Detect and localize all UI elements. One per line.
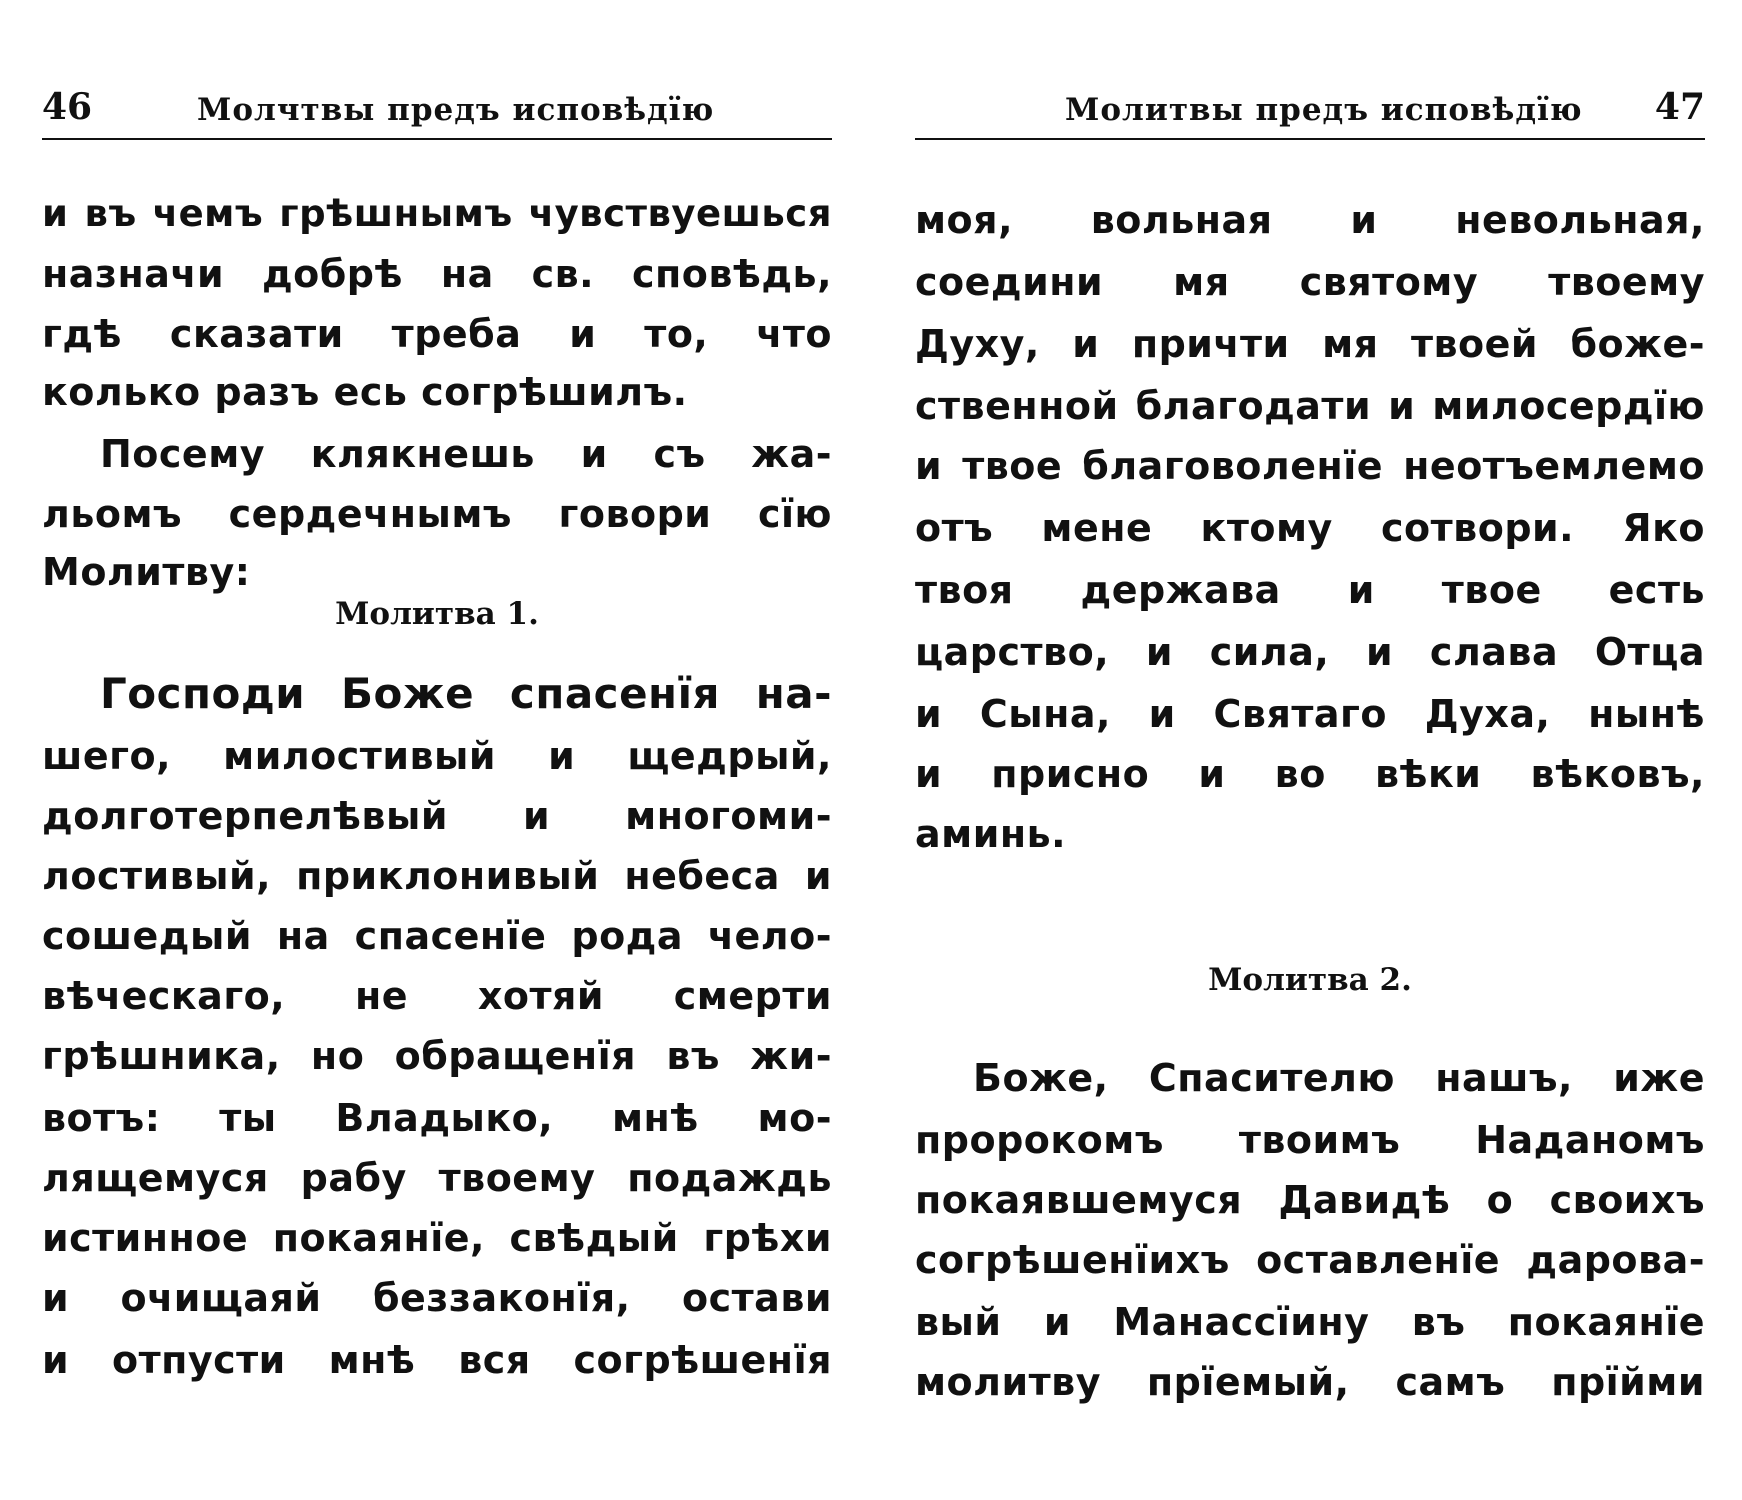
text-line: лящемуся рабу твоему подаждь: [42, 1156, 832, 1200]
text-line: льомъ сердечнымъ говори сїю: [42, 492, 832, 536]
text-line: назначи добрѣ на св. сповѣдь,: [42, 252, 832, 296]
text-line: пророкомъ твоимъ Наданомъ: [915, 1118, 1705, 1162]
text-line: и очищаяй беззаконїя, остави: [42, 1276, 832, 1320]
text-line: моя, вольная и невольная,: [915, 198, 1705, 242]
text-line: сошедый на спасенїе рода чело-: [42, 914, 832, 958]
text-line: вый и Манассїину въ покаянїе: [915, 1300, 1705, 1344]
text-line: аминь.: [915, 812, 1067, 856]
text-line: шего, милостивый и щедрый,: [42, 734, 832, 778]
text-line: ственной благодати и милосердїю: [915, 384, 1705, 428]
left-page: [42, 0, 832, 1500]
text-line: Духу, и причти мя твоей боже-: [915, 322, 1705, 366]
text-line: грѣшника, но обращенїя въ жи-: [42, 1034, 832, 1078]
prayer-heading: Молитва 2.: [1208, 962, 1412, 998]
left-page-header: [42, 78, 832, 140]
text-line: и Сына, и Святаго Духа, нынѣ: [915, 692, 1705, 736]
text-line: и въ чемъ грѣшнымъ чувствуешься: [42, 192, 832, 235]
running-title: Молчтвы предъ исповѣдїю: [197, 92, 715, 128]
right-page-header: [915, 78, 1705, 140]
text-line: долготерпелѣвый и многоми-: [42, 794, 832, 838]
page-number: 47: [1654, 86, 1705, 128]
page-number: 46: [42, 86, 93, 128]
text-line: царство, и сила, и слава Отца: [915, 630, 1705, 674]
text-line: Посему клякнешь и съ жа-: [100, 432, 832, 476]
text-line: вотъ: ты Владыко, мнѣ мо-: [42, 1096, 832, 1140]
right-page: [915, 0, 1705, 1500]
text-line: отъ мене ктому сотвори. Яко: [915, 506, 1705, 550]
text-line: лостивый, приклонивый небеса и: [42, 854, 832, 898]
text-line: согрѣшенїихъ оставленїе дарова-: [915, 1238, 1705, 1282]
text-line: и присно и во вѣки вѣковъ,: [915, 752, 1705, 796]
text-line: гдѣ сказати треба и то, что: [42, 312, 832, 356]
text-line: и твое благоволенїе неотъемлемо: [915, 444, 1705, 488]
text-line: и отпусти мнѣ вся согрѣшенїя: [42, 1338, 832, 1382]
text-line: Молитву:: [42, 550, 251, 594]
text-line: покаявшемуся Давидѣ о своихъ: [915, 1178, 1705, 1222]
text-line: колько разъ есь согрѣшилъ.: [42, 370, 688, 414]
running-title: Молитвы предъ исповѣдїю: [1065, 92, 1583, 128]
text-line: молитву прїемый, самъ прїйми: [915, 1360, 1705, 1404]
text-line: соедини мя святому твоему: [915, 260, 1705, 304]
text-line: истинное покаянїе, свѣдый грѣхи: [42, 1216, 832, 1260]
text-line: вѣческаго, не хотяй смерти: [42, 974, 832, 1018]
text-line: твоя держава и твое есть: [915, 568, 1705, 612]
text-line: Господи Боже спасенїя на-: [100, 669, 832, 718]
text-line: Боже, Спасителю нашъ, иже: [973, 1056, 1705, 1100]
prayer-heading: Молитва 1.: [335, 596, 539, 632]
